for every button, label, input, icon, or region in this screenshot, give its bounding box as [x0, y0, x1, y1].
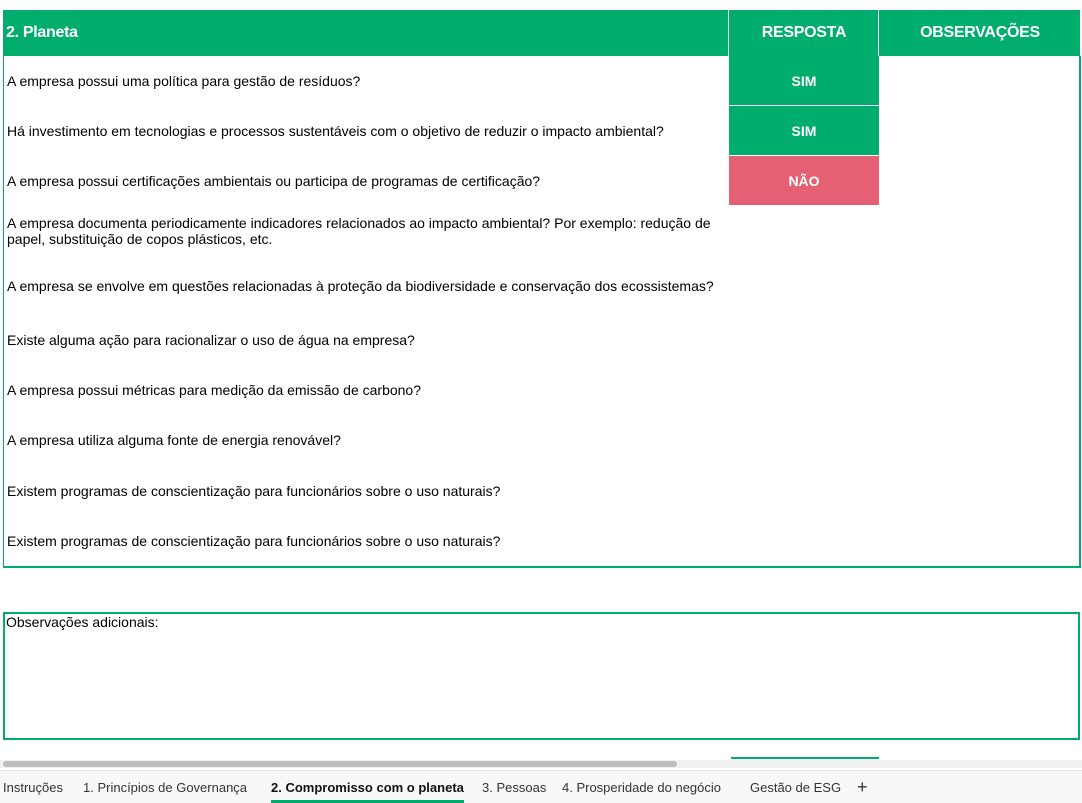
answer-cell[interactable]: SIM [729, 56, 879, 105]
question-cell[interactable]: A empresa possui métricas para medição da emissão de carbono? [7, 382, 421, 398]
table-header [3, 10, 1080, 56]
tab-gestao-esg[interactable]: Gestão de ESG [750, 779, 842, 795]
horizontal-scrollbar[interactable] [0, 760, 1082, 768]
sheet-tabs-bar [0, 770, 1082, 803]
tab-pessoas[interactable]: 3. Pessoas [482, 779, 547, 795]
question-cell[interactable]: Existem programas de conscientização para funcionários sobre o uso naturais? [7, 483, 501, 499]
table-row [4, 466, 1079, 516]
answer-column-header[interactable]: RESPOSTA [728, 10, 879, 56]
observations-label: Observações adicionais: [6, 614, 159, 630]
table-row [4, 156, 1079, 206]
answer-cell[interactable] [729, 261, 879, 310]
question-cell[interactable]: Existe alguma ação para racionalizar o uso de água na empresa? [7, 332, 415, 348]
question-cell[interactable]: Existem programas de conscientização para funcionários sobre o uso naturais? [7, 533, 501, 549]
add-sheet-icon[interactable]: + [857, 776, 868, 797]
question-cell[interactable]: A empresa se envolve em questões relacionadas à proteção da biodiversidade e conservação dos ecossistemas? [7, 278, 714, 294]
tab-instrucoes[interactable]: Instruções [3, 779, 63, 795]
cell-selection-edge [731, 757, 879, 759]
section-title[interactable]: 2. Planeta [6, 24, 78, 41]
table-row [4, 56, 1079, 106]
notes-column-header[interactable]: OBSERVAÇÕES [878, 10, 1081, 56]
table-row [4, 261, 1079, 311]
table-row [4, 315, 1079, 365]
answer-cell[interactable]: SIM [729, 106, 879, 155]
tab-governanca[interactable]: 1. Princípios de Governança [83, 779, 248, 795]
answer-cell[interactable] [729, 315, 879, 364]
table-row [4, 206, 1079, 256]
additional-observations-box[interactable] [3, 612, 1080, 740]
tab-prosperidade[interactable]: 4. Prosperidade do negócio [562, 779, 722, 795]
question-cell[interactable]: A empresa possui uma política para gestão de resíduos? [7, 73, 361, 89]
table-row [4, 106, 1079, 156]
answer-cell[interactable] [729, 206, 879, 255]
answer-cell[interactable] [729, 365, 879, 414]
answer-cell[interactable] [729, 466, 879, 515]
table-row [4, 516, 1079, 566]
question-cell[interactable]: A empresa documenta periodicamente indicadores relacionados ao impacto ambiental? Por exemplo: redução de papel, substituição de copos plásticos, etc. [7, 215, 711, 247]
question-cell[interactable]: A empresa utiliza alguma fonte de energia renovável? [7, 432, 341, 448]
question-cell[interactable]: A empresa possui certificações ambientais ou participa de programas de certificação? [7, 173, 541, 189]
planet-table [3, 10, 1080, 567]
question-cell[interactable]: Há investimento em tecnologias e processos sustentáveis com o objetivo de reduzir o impacto ambiental? [7, 123, 664, 139]
answer-cell[interactable] [729, 415, 879, 464]
answer-cell[interactable]: NÃO [729, 156, 879, 205]
tab-compromisso-planeta[interactable]: 2. Compromisso com o planeta [271, 771, 464, 803]
scrollbar-thumb[interactable] [3, 761, 677, 767]
table-row [4, 365, 1079, 415]
answer-cell[interactable] [729, 516, 879, 565]
table-row [4, 415, 1079, 465]
table-body [3, 56, 1081, 568]
